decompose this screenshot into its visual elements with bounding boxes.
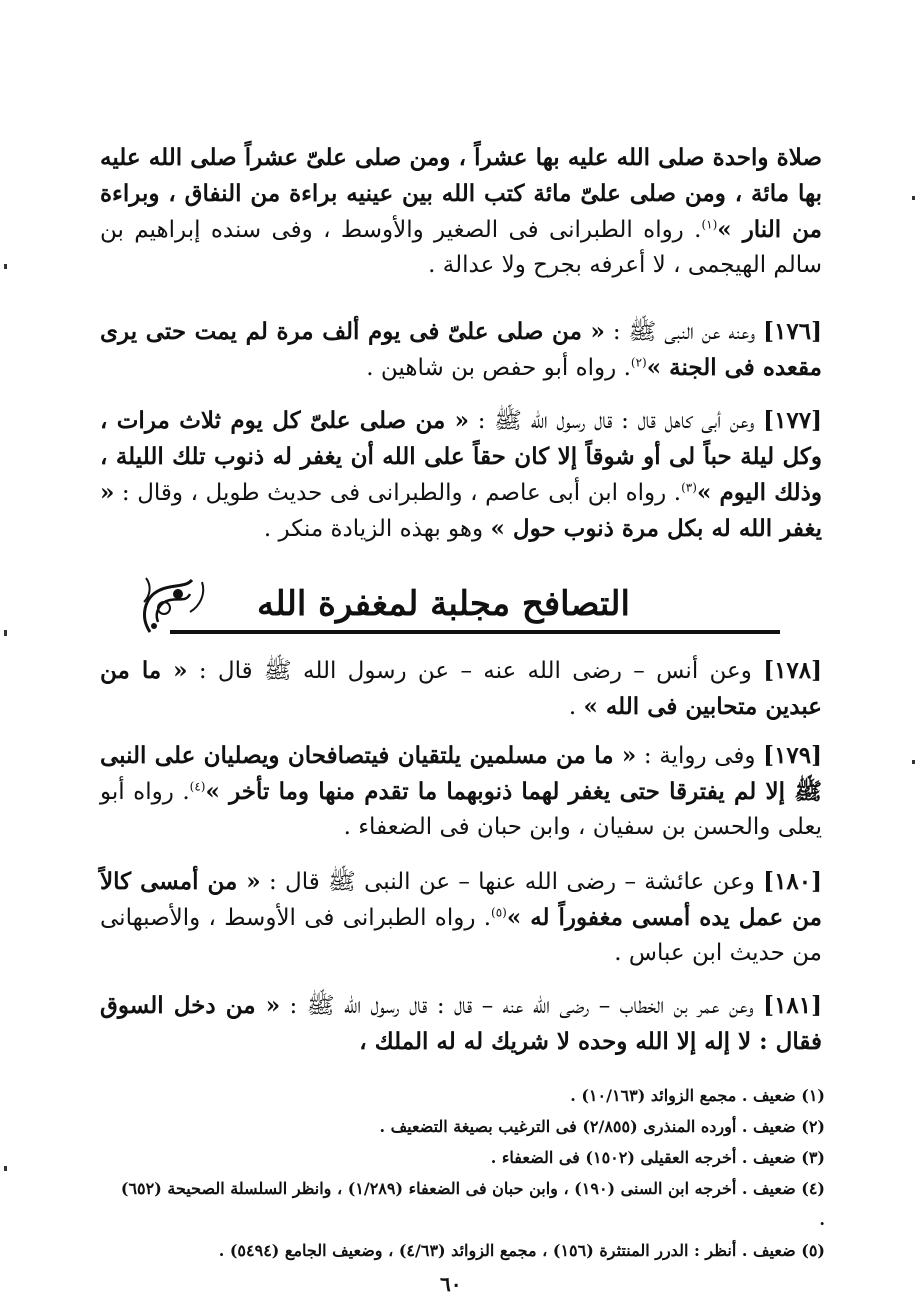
section-title: التصافح مجلبة لمغفرة الله [256, 584, 630, 624]
narration-tail: . رواه أبو حفص بن شاهين . [366, 355, 631, 381]
floral-ornament-icon [130, 572, 214, 638]
narration-tail: . [568, 694, 577, 720]
scan-mark [4, 1166, 7, 1171]
hadith-178 [100, 653, 822, 725]
footnote-ref: (٤) [189, 779, 206, 794]
hadith-quote: صلاة واحدة صلى الله عليه بها عشراً ، ومن صلى علىّ عشراً صلى الله عليه بها مائة ، ومن صلى علىّ مائة كتب الله بين عينيه براءة من النفاق ، وبراءة من النار » [100, 144, 823, 243]
page-number: ٦٠ [440, 1272, 462, 1296]
narration-intro: وعن أنس – رضى الله عنه – عن رسول الله ﷺ قال : [198, 658, 752, 684]
hadith-181 [100, 988, 822, 1060]
paragraph-continuation [100, 140, 822, 283]
footnote-ref: (٢) [630, 355, 647, 370]
hadith-quote: « من دخل السوق فقال : لا إله إلا الله وحده لا شريك له له الملك ، [100, 992, 822, 1055]
narration-intro: وعن عمر بن الخطاب – رضى الله عنه – قال : قال رسول الله ﷺ : [289, 993, 754, 1019]
hadith-177 [100, 403, 822, 547]
narration-intro: وعنه عن النبى ﷺ : [612, 319, 756, 345]
hadith-quote-addition: « يغفر الله له بكل مرة ذنوب حول » [100, 479, 822, 542]
hadith-quote: « ما من مسلمين يلتقيان فيتصافحان ويصليان على النبى ﷺ إلا لم يفترقا حتى يغفر لهما ذنوبهما ما تقدم منها وما تأخر » [100, 742, 822, 805]
narration-tail: . رواه أبو يعلى والحسن بن سفيان ، وابن حبان فى الضعفاء . [100, 779, 822, 840]
hadith-179 [100, 738, 822, 845]
narration-intro: وفى رواية : [643, 743, 756, 769]
hadith-number: [١٧٧] [763, 407, 823, 434]
narration-tail: وهو بهذه الزيادة منكر . [263, 516, 484, 542]
footnote-ref: (٣) [681, 480, 697, 495]
footnote-ref: (٥) [491, 905, 507, 920]
hadith-number: [١٨٠] [763, 868, 823, 895]
scan-mark [4, 630, 7, 636]
footnote-item: (٣) ضعيف . أخرجه العقيلى (١٥٠٢) فى الضعفاء . [490, 1148, 825, 1167]
section-heading [130, 572, 780, 638]
hadith-176 [100, 314, 822, 386]
hadith-quote: « من صلى علىّ فى يوم ألف مرة لم يمت حتى يرى مقعده فى الجنة » [100, 318, 822, 381]
footnote-item: (٥) ضعيف . أنظر : الدرر المنتثرة (١٥٦) ، مجمع الزوائد (٤/٦٣) ، وضعيف الجامع (٥٤٩٤) . [218, 1241, 825, 1260]
footnote-ref: (١) [701, 217, 718, 232]
hadith-number: [١٨١] [763, 992, 823, 1019]
footnotes [110, 1080, 825, 1266]
narration-text: . رواه الطبرانى فى الصغير والأوسط ، وفى سنده إبراهيم بن سالم الهيجمى ، لا أعرفه بجرح ولا عدالة . [100, 217, 822, 278]
footnote-item: (٤) ضعيف . أخرجه ابن السنى (١٩٠) ، وابن حبان فى الضعفاء (١/٢٨٩) ، وانظر السلسلة الصحيحة (٦٥٢) . [120, 1179, 825, 1229]
narration-tail: . رواه الطبرانى فى الأوسط ، والأصبهانى من حديث ابن عباس . [100, 905, 822, 966]
scan-mark [912, 196, 915, 200]
footnote-item: (١) ضعيف . مجمع الزوائد (١٠/١٦٣) . [570, 1086, 825, 1105]
hadith-quote: « ما من عبدين متحابين فى الله » [100, 657, 822, 720]
footnote-item: (٢) ضعيف . أورده المنذرى (٢/٨٥٥) فى الترغيب بصيغة التضعيف . [379, 1117, 825, 1136]
narration-intro: وعن عائشة – رضى الله عنها – عن النبى ﷺ قال : [268, 869, 755, 895]
hadith-number: [١٧٩] [763, 742, 823, 769]
heading-underline [170, 630, 780, 634]
scan-mark [4, 264, 7, 269]
hadith-number: [١٧٨] [763, 657, 823, 684]
hadith-quote: « من أمسى كالاً من عمل يده أمسى مغفوراً له » [100, 868, 822, 931]
hadith-number: [١٧٦] [763, 318, 822, 345]
narration-mid: . رواه ابن أبى عاصم ، والطبرانى فى حديث طويل ، وقال : [121, 480, 682, 506]
narration-intro: وعن أبى كاهل قال : قال رسول الله ﷺ : [477, 408, 755, 434]
hadith-quote: « من صلى علىّ كل يوم ثلاث مرات ، وكل ليلة حباً لى أو شوقاً إلا كان حقاً على الله أن يغفر له ذنوب تلك الليلة ، وذلك اليوم » [100, 407, 822, 506]
scan-mark [912, 760, 915, 764]
hadith-180 [100, 864, 822, 971]
